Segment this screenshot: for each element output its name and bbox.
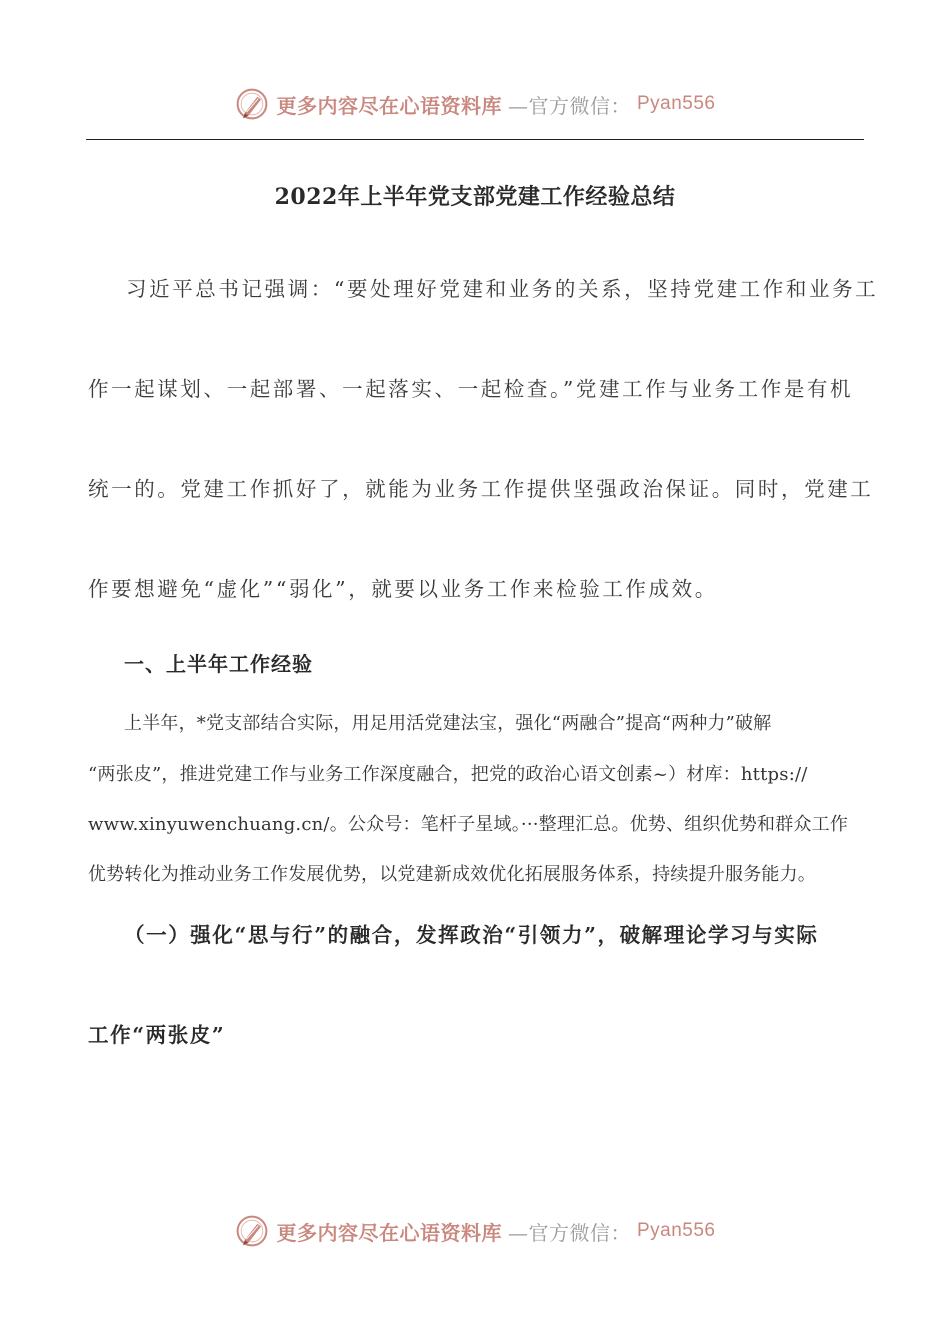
header-banner xyxy=(0,84,950,124)
footer-main-text: 更多内容尽在心语资料库 xyxy=(276,1220,502,1245)
pen-nib-logo-icon xyxy=(234,1213,270,1249)
banner-wechat-id: Pyan556 xyxy=(636,93,716,114)
section1-line-1: 上半年，*党支部结合实际，用足用活党建法宝，强化“两融合”提高“两种力”破解 xyxy=(124,713,772,734)
section1-line-3: www.xinyuwenchuang.cn/。公众号：笔杆子星域。···整理汇总。优势、组织优势和群众工作 xyxy=(88,814,849,835)
banner-sub-text: —官方微信： xyxy=(507,93,631,118)
subsection-heading-1-line-2: 工作“两张皮” xyxy=(88,1023,226,1047)
section-heading-1: 一、上半年工作经验 xyxy=(124,652,313,676)
intro-line-3: 统一的。党建工作抓好了，就能为业务工作提供坚强政治保证。同时，党建工 xyxy=(88,477,874,501)
section1-line-2: “两张皮”，推进党建工作与业务工作深度融合，把党的政治心语文创素~）材库：https:// xyxy=(88,764,808,785)
section1-line-4: 优势转化为推动业务工作发展优势，以党建新成效优化拓展服务体系，持续提升服务能力。 xyxy=(88,864,816,885)
intro-line-4: 作要想避免“虚化”“弱化”，就要以业务工作来检验工作成效。 xyxy=(88,577,718,601)
document-title: 2022年上半年党支部党建工作经验总结 xyxy=(274,184,676,210)
footer-wechat-id: Pyan556 xyxy=(636,1220,716,1241)
intro-line-2: 作一起谋划、一起部署、一起落实、一起检查。”党建工作与业务工作是有机 xyxy=(88,377,854,401)
pen-nib-logo-icon xyxy=(234,86,270,122)
header-divider xyxy=(86,139,864,140)
footer-sub-text: —官方微信： xyxy=(507,1220,631,1245)
footer-banner xyxy=(0,1211,950,1251)
intro-line-1: 习近平总书记强调：“要处理好党建和业务的关系，坚持党建工作和业务工 xyxy=(126,277,879,301)
subsection-heading-1-line-1: （一）强化“思与行”的融合，发挥政治“引领力”，破解理论学习与实际 xyxy=(124,923,819,947)
banner-main-text: 更多内容尽在心语资料库 xyxy=(276,93,502,118)
